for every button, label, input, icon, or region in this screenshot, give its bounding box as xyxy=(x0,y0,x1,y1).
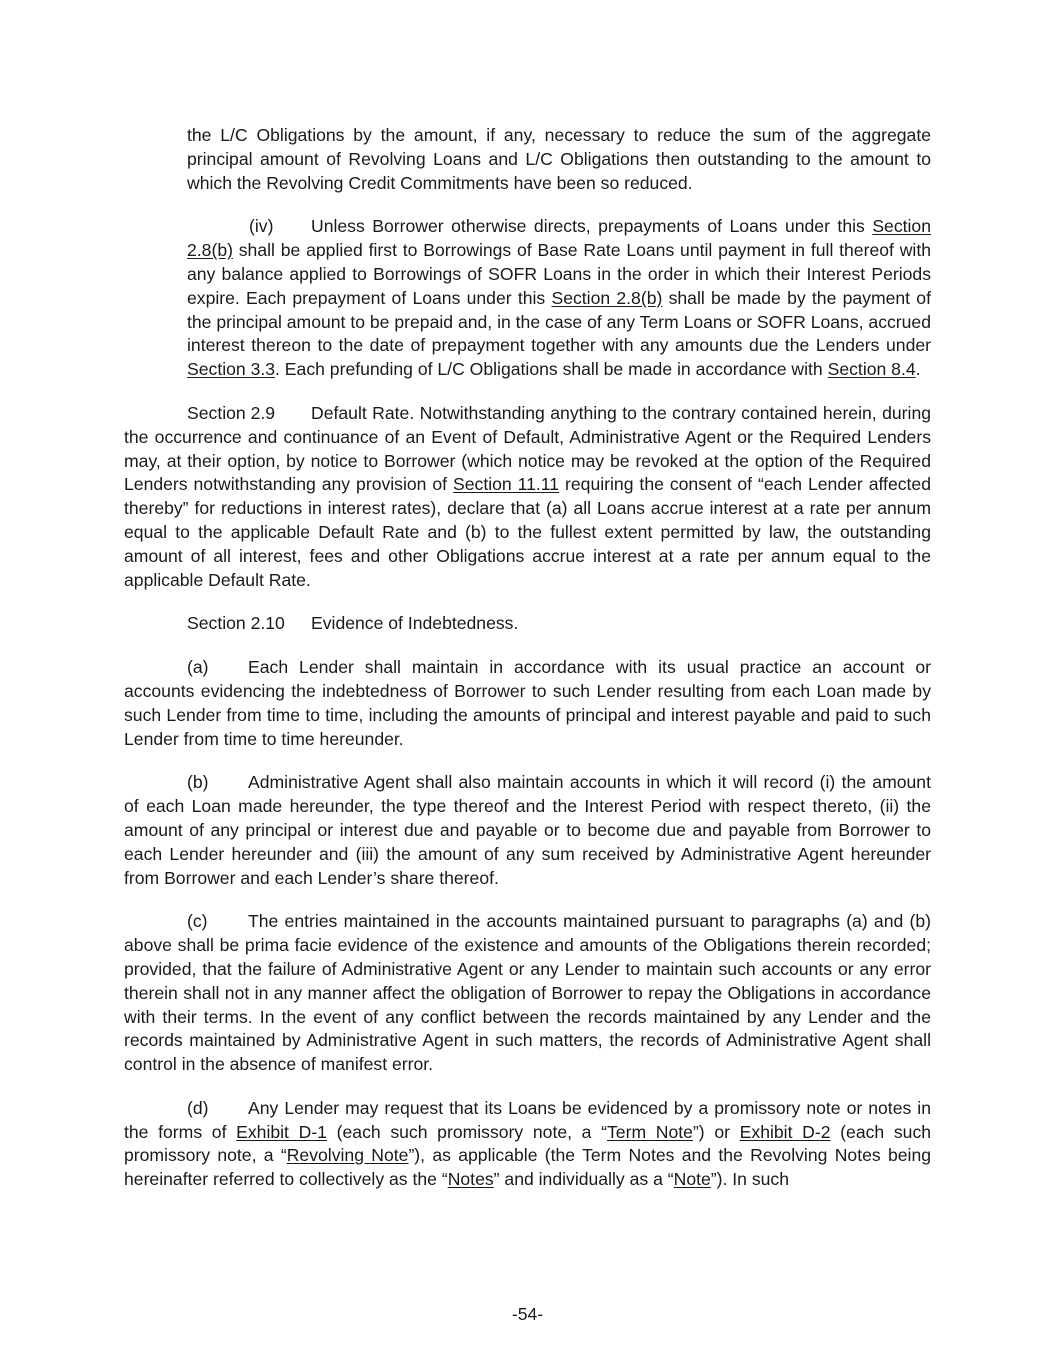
text-run: ”), as applicable (the Term Notes and the Revolving Notes being hereinafter referred to collectively as the “ xyxy=(124,1145,932,1190)
exhibit-reference-link: Exhibit D-1 xyxy=(236,1121,327,1142)
paragraph-text: the L/C Obligations by the amount, if any, necessary to reduce the sum of the aggregate principal amount of Revolving Loans and L/C Obligations then outstanding to the amount to which the Revolving Credit Commitments have been so reduced. xyxy=(187,125,931,193)
text-run: ”). In such xyxy=(710,1169,789,1190)
section-reference-link: Section 11.11 xyxy=(453,474,560,495)
exhibit-reference-link: Exhibit D-2 xyxy=(739,1121,831,1142)
text-run: ” and individually as a “ xyxy=(493,1169,674,1190)
text-run: shall be made by the payment of the principal amount to be prepaid and, in the case of any Term Loans or SOFR Loans, accrued interest thereon to the date of prepayment together with any amounts due the Lenders under xyxy=(187,287,931,356)
section-number: Section 2.10 xyxy=(187,613,285,634)
clause-label: (b) xyxy=(187,772,209,793)
clause-label: (iv) xyxy=(249,216,274,237)
section-reference-link: Section 3.3 xyxy=(187,359,276,380)
text-run: Any Lender may request that its Loans be evidenced by a promissory note or notes in the forms of xyxy=(124,1097,931,1142)
paragraph-d xyxy=(124,1097,931,1192)
text-run: requiring the consent of “each Lender affected thereby” for reductions in interest rates), declare that (a) all Loans accrue interest at a rate per annum equal to the applicable Default Rate and (b) to the fullest extent permitted by law, the outstanding amount of all interest, fees and other Obligations accrue interest at a rate per annum equal to the applicable Default Rate. xyxy=(124,474,931,590)
paragraph-c xyxy=(124,910,931,1077)
text-run: shall be applied first to Borrowings of Base Rate Loans until payment in full thereof with any balance applied to Borrowings of SOFR Loans in the order in which their Interest Periods expire. Each prepayment of Loans under this xyxy=(187,240,931,308)
text-run: . xyxy=(915,359,921,380)
document-page xyxy=(124,124,931,1192)
paragraph-text: The entries maintained in the accounts maintained pursuant to paragraphs (a) and (b) above shall be prima facie evidence of the existence and amounts of the Obligations therein recorded; provided, that the failure of Administrative Agent or any Lender to maintain such accounts or any error therein shall not in any manner affect the obligation of Borrower to repay the Obligations in accordance with their terms. In the event of any conflict between the records maintained by any Lender and the records maintained by Administrative Agent in such matters, the records of Administrative Agent shall control in the absence of manifest error. xyxy=(124,911,931,1075)
text-run: Unless Borrower otherwise directs, prepayments of Loans under this xyxy=(311,216,873,237)
text-run: (each such promissory note, a “ xyxy=(124,1121,932,1166)
section-reference-link: Section 2.8(b) xyxy=(551,287,663,308)
text-run: (each such promissory note, a “ xyxy=(326,1121,607,1142)
section-2-9-paragraph xyxy=(124,402,931,592)
paragraph-continuation xyxy=(187,124,931,195)
paragraph-a xyxy=(124,656,931,751)
page-number: -54- xyxy=(511,1304,544,1324)
section-reference-link: Section 8.4 xyxy=(827,359,916,380)
defined-term: Note xyxy=(673,1169,711,1190)
text-run: ”) or xyxy=(692,1121,740,1142)
section-reference-link: Section 2.8(b) xyxy=(187,216,931,261)
paragraph-text: Administrative Agent shall also maintain accounts in which it will record (i) the amount of each Loan made hereunder, the type thereof and the Interest Period with respect thereto, (ii) the amount of any principal or interest due and payable or to become due and payable from Borrower to each Lender hereunder and (iii) the amount of any sum received by Administrative Agent hereunder from Borrower and each Lender’s share thereof. xyxy=(124,772,931,888)
section-title: Evidence of Indebtedness. xyxy=(311,613,519,634)
defined-term: Notes xyxy=(447,1169,494,1190)
clause-label: (c) xyxy=(187,911,208,932)
defined-term: Revolving Note xyxy=(286,1145,409,1166)
section-2-10-heading xyxy=(124,612,931,636)
section-title: Default Rate. xyxy=(311,402,415,423)
text-run: . Each prefunding of L/C Obligations shall be made in accordance with xyxy=(275,359,828,380)
clause-label: (d) xyxy=(187,1097,209,1118)
defined-term: Term Note xyxy=(607,1121,693,1142)
paragraph-text: Each Lender shall maintain in accordance with its usual practice an account or accounts evidencing the indebtedness of Borrower to such Lender resulting from each Loan made by such Lender from time to time, including the amounts of principal and interest payable and paid to such Lender from time to time hereunder. xyxy=(124,657,931,749)
text-run: Notwithstanding anything to the contrary contained herein, during the occurrence and continuance of an Event of Default, Administrative Agent or the Required Lenders may, at their option, by notice to Borrower (which notice may be revoked at the option of the Required Lenders notwithstanding any provision of xyxy=(124,402,932,495)
section-number: Section 2.9 xyxy=(187,402,276,423)
paragraph-iv xyxy=(187,215,931,382)
paragraph-b xyxy=(124,771,931,890)
clause-label: (a) xyxy=(187,657,209,678)
